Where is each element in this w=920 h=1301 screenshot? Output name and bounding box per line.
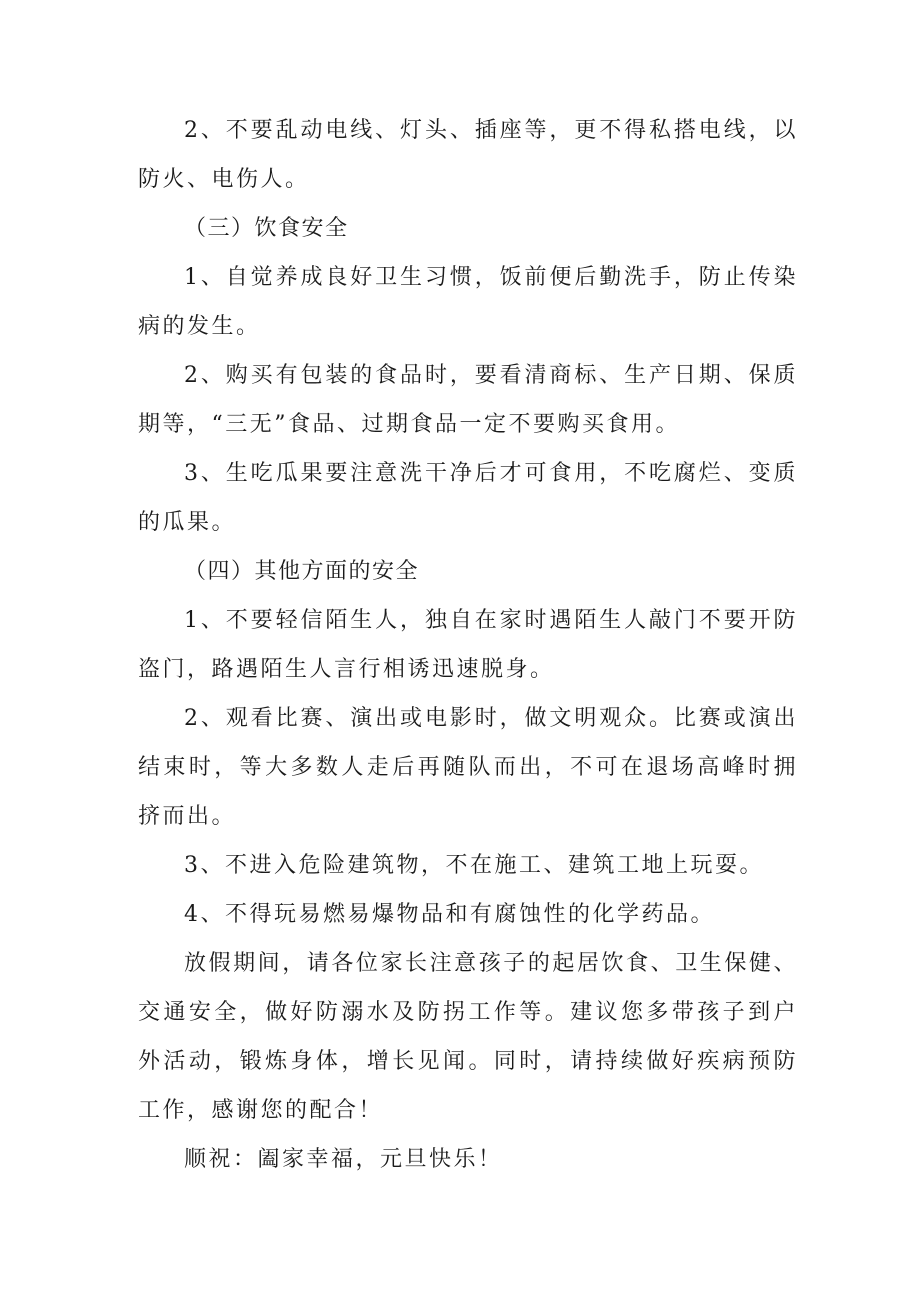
paragraph-other-safety-1: 1、不要轻信陌生人，独自在家时遇陌生人敲门不要开防盗门，路遇陌生人言行相诱迅速脱身。	[138, 608, 798, 682]
document-body	[138, 106, 798, 1184]
paragraph-food-safety-1: 1、自觉养成良好卫生习惯，饭前便后勤洗手，防止传染病的发生。	[138, 265, 798, 339]
paragraph-holiday-notice: 放假期间，请各位家长注意孩子的起居饮食、卫生保健、交通安全，做好防溺水及防拐工作等。建议您多带孩子到户外活动，锻炼身体，增长见闻。同时，请持续做好疾病预防工作，感谢您的配合！	[138, 951, 798, 1123]
section-heading-food-safety: （三）饮食安全	[184, 216, 349, 241]
paragraph-closing-wishes: 顺祝：阖家幸福，元旦快乐！	[184, 1147, 503, 1172]
paragraph-food-safety-2: 2、购买有包装的食品时，要看清商标、生产日期、保质期等，“三无”食品、过期食品一定不要购买食用。	[138, 363, 798, 437]
section-heading-other-safety: （四）其他方面的安全	[184, 559, 420, 584]
paragraph-other-safety-4: 4、不得玩易燃易爆物品和有腐蚀性的化学药品。	[184, 902, 715, 927]
paragraph-other-safety-3: 3、不进入危险建筑物，不在施工、建筑工地上玩耍。	[184, 853, 764, 878]
paragraph-food-safety-3: 3、生吃瓜果要注意洗干净后才可食用，不吃腐烂、变质的瓜果。	[138, 461, 798, 535]
paragraph-electric-safety-2: 2、不要乱动电线、灯头、插座等，更不得私搭电线，以防火、电伤人。	[138, 118, 798, 192]
paragraph-other-safety-2: 2、观看比赛、演出或电影时，做文明观众。比赛或演出结束时，等大多数人走后再随队而出，不可在退场高峰时拥挤而出。	[138, 706, 798, 829]
